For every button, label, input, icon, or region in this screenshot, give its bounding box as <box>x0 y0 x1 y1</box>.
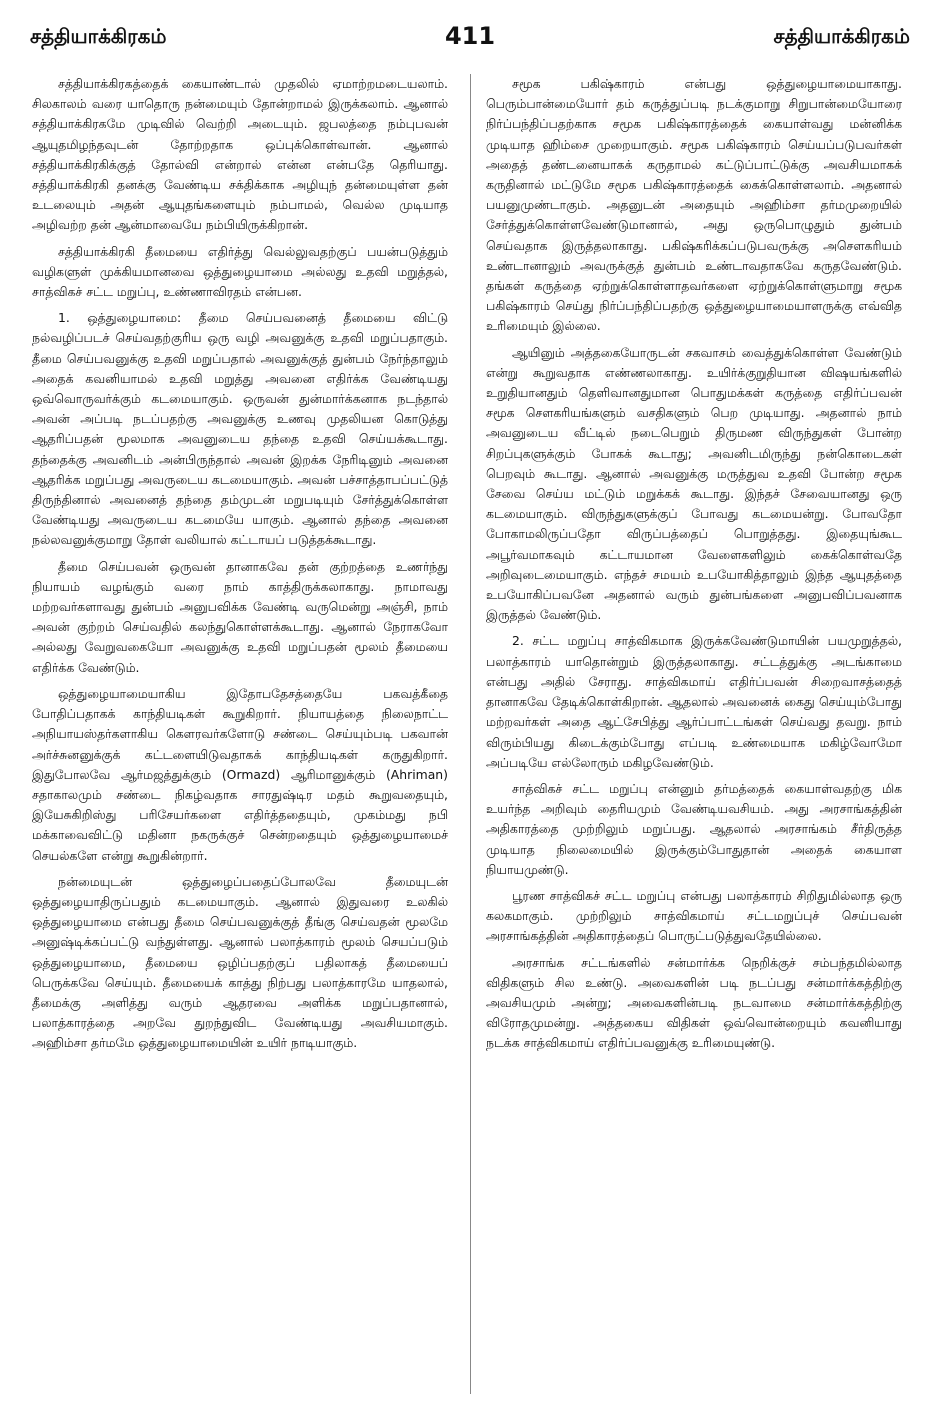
paragraph: சாத்விகச் சட்ட மறுப்பு என்னும் தர்மத்தைக் கையாள்வதற்கு மிக உயர்ந்த அறிவும் தைரியமும் வேண்டியவசியம். அது அரசாங்கத்தின் அதிகாரத்தை முற்றிலும் மறுப்பது. ஆதலால் அரசாங்கம் சீர்திருத்த முடியாத நிலைமையில் இருக்கும்போதுதான் அதைக் கையாள நியாயமுண்டு. <box>486 780 902 877</box>
running-title-left: சத்தியாக்கிரகம் <box>30 24 167 48</box>
paragraph: தீமை செய்பவன் ஒருவன் தானாகவே தன் குற்றத்தை உணர்ந்து நியாயம் வழங்கும் வரை நாம் காத்திருக்கலாகாது. நாமாவது மற்றவர்களாவது துன்பம் அனுபவிக்க வேண்டி வருமென்று அஞ்சி, நாம் அவன் குற்றம் செய்வதில் கலந்துகொள்ளக்கூடாது. ஆனால் நேராகவோ அல்லது வேறுவகையோ அவனுக்கு உதவி மறுப்பதன் மூலம் தீமையை எதிர்க்க வேண்டும். <box>32 558 448 675</box>
paragraph: ஒத்துழையாமையாகிய இதோபதேசத்தையே பகவத்கீதை போதிப்பதாகக் காந்தியடிகள் கூறுகிறார். நியாயத்தை நிலைநாட்ட அநியாயஸ்தர்களாகிய கௌரவர்களோடு சண்டை செய்யும்படி பகவான் அர்ச்சுனனுக்குக் கட்டளையிடுவதாகக் காந்தியடிகள் கருதுகிறார். இதுபோலவே ஆர்மஜத்துக்கும் (Ormazd) ஆரிமானுக்கும் (Ahriman) சதாகாலமும் சண்டை நிகழ்வதாக சாரதுஷ்டிர மதம் கூறுவதையும், இயேசுகிறிஸ்து பரிசேயர்களை எதிர்த்ததையும், முகம்மது நபி மக்காவைவிட்டு மதினா நகருக்குச் சென்றதையும் ஒத்துழையாமைச் செயல்களே என்று கூறுகின்றார். <box>32 685 448 863</box>
right-text-column <box>486 74 902 1404</box>
paragraph: பூரண சாத்விகச் சட்ட மறுப்பு என்பது பலாத்காரம் சிறிதுமில்லாத ஒரு கலகமாகும். முற்றிலும் சாத்விகமாய் சட்டமறுப்புச் செய்பவன் அரசாங்கத்தின் அதிகாரத்தைப் பொருட்படுத்துவதேயில்லை. <box>486 887 902 944</box>
paragraph: நன்மையுடன் ஒத்துழைப்பதைப்போலவே தீமையுடன் ஒத்துழையாதிருப்பதும் கடமையாகும். ஆனால் இதுவரை உலகில் ஒத்துழையாமை என்பது தீமை செய்பவனுக்குத் தீங்கு செய்வதன் மூலமே அனுஷ்டிக்கப்பட்டு வந்துள்ளது. ஆனால் பலாத்காரம் மூலம் செயப்படும் ஒத்துழையாமை, தீமையை ஒழிப்பதற்குப் பதிலாகத் தீமையைப் பெருக்கவே செய்யும். தீமையைக் காத்து நிற்பது பலாத்காரமே யாதலால், தீமைக்கு அளித்து வரும் ஆதரவை அளிக்க மறுப்பதானால், பலாத்காரத்தை அறவே துறந்துவிட வேண்டியது அவசியமாகும். அஹிம்சா தர்மமே ஒத்துழையாமையின் உயிர் நாடியாகும். <box>32 873 448 1051</box>
paragraph: 1. ஒத்துழையாமை: தீமை செய்பவனைத் தீமையை விட்டு நல்வழிப்படச் செய்வதற்குரிய ஒரு வழி அவனுக்கு உதவி மறுப்பதாகும். தீமை செய்பவனுக்கு உதவி மறுப்பதால் அவனுக்குத் துன்பம் நேர்ந்தாலும் அதைக் கவனியாமல் உதவி மறுத்து அவனை எதிர்க்க வேண்டியது ஒவ்வொருவர்க்கும் கடமையாகும். ஒருவன் துன்மார்க்கனாக நடந்தால் அவன் அப்படி நடப்பதற்கு அவனுக்கு உணவு முதலியன கொடுத்து ஆதரிப்பதன் மூலமாக அவனுடைய தந்தை உதவி செய்யக்கூடாது. தந்தைக்கு அவனிடம் அன்பிருந்தால் அவன் இறக்க நேரிடினும் அவனை ஆதரிக்க மறுப்பது அவருடைய கடமையாகும். அவன் பச்சாத்தாபப்பட்டுத் திருந்தினால் அவனைத் தந்தை தம்முடன் மறுபடியும் சேர்த்துக்கொள்ள வேண்டியது அவருடைய கடமையே யாகும். ஆனால் தந்தை அவனை நல்லவனுக்குமாறு தோள் வலியால் கட்டாயப் படுத்தக்கூடாது. <box>32 310 448 548</box>
running-title-right: சத்தியாக்கிரகம் <box>773 24 910 48</box>
left-text-column <box>32 74 448 1404</box>
paragraph: 2. சட்ட மறுப்பு சாத்விகமாக இருக்கவேண்டுமாயின் பயமுறுத்தல், பலாத்காரம் யாதொன்றும் இருத்தலாகாது. சட்டத்துக்கு அடங்காமை என்பது அதில் சேராது. சாத்விகமாய் எதிர்ப்பவன் சிறைவாசத்தைத் தானாகவே தேடிக்கொள்கிறான். ஆதலால் அவனைக் கைது செய்யும்போது மற்றவர்கள் அதை ஆட்சேபித்து ஆர்ப்பாட்டங்கள் செய்வது தவறு. நாம் விரும்பியது கிடைக்கும்போது எப்படி உண்மையாக மகிழ்வோமோ அப்படியே எல்லோரும் மகிழவேண்டும். <box>486 633 902 770</box>
paragraph: அரசாங்க சட்டங்களில் சன்மார்க்க நெறிக்குச் சம்பந்தமில்லாத விதிகளும் சில உண்டு. அவைகளின் படி நடப்பது சன்மார்க்கத்திற்கு அவசியமும் அன்று; அவைகளின்படி நடவாமை சன்மார்க்கத்திற்கு விரோதமுமன்று. அத்தகைய விதிகள் ஒவ்வொன்றையும் கவனியாது நடக்க சாத்விகமாய் எதிர்ப்பவனுக்கு உரிமையுண்டு. <box>486 954 902 1051</box>
paragraph: சத்தியாக்கிரகத்தைக் கையாண்டால் முதலில் ஏமாற்றமடையலாம். சிலகாலம் வரை யாதொரு நன்மையும் தோன்றாமல் இருக்கலாம். ஆனால் சத்தியாக்கிரகமே முடிவில் வெற்றி அடையும். ஜபலத்தை நம்புபவன் ஆயுதமிழந்தவுடன் தோற்றதாக ஒப்புக்கொள்வான். ஆனால் சத்தியாக்கிரகிக்குத் தோல்வி என்றால் என்ன என்பதே தெரியாது. சத்தியாக்கிரகி தனக்கு வேண்டிய சக்திக்காக அழியுந் தன்மையுள்ள தன் உடலையும் அதன் ஆயுதங்களையும் நம்பாமல், வெல்ல முடியாத அழிவற்ற தன் ஆன்மாவையே நம்பியிருக்கிறான். <box>32 76 448 233</box>
page-number: 411 <box>444 22 496 50</box>
paragraph: ஆயினும் அத்தகையோருடன் சகவாசம் வைத்துக்கொள்ள வேண்டும் என்று கூறுவதாக எண்ணலாகாது. உயிர்க்குறுதியான விஷயங்களில் உறுதியானதும் தெளிவானதுமான பொதுமக்கள் கருத்தை எதிர்ப்பவன் சமூக சௌகரியங்களும் வசதிகளும் பெற முடியாது. அதனால் நாம் அவனுடைய வீட்டில் நடைபெறும் திருமண விருந்துகள் போன்ற சிறப்புகளுக்கும் போகக் கூடாது; அவனிடமிருந்து நன்கொடைகள் பெறவும் கூடாது. ஆனால் அவனுக்கு மருத்துவ உதவி போன்ற சமூக சேவை செய்ய மட்டும் மறுக்கக் கூடாது. இந்தச் சேவையானது ஒரு கடமையாகும். விருந்துகளுக்குப் போவது கடமையன்று. போவதோ போகாமலிருப்பதோ விருப்பத்தைப் பொறுத்தது. இதையுங்கூட அபூர்வமாகவும் கட்டாயமான வேளைகளிலும் கைக்கொள்வதே அறிவுடைமையாகும். எந்தச் சமயம் உபயோகித்தாலும் இந்த ஆயுதத்தை உபயோகிப்பவனே அதனால் வரும் துன்பங்களை அனுபவிப்பவனாக இருத்தல் வேண்டும். <box>486 344 902 623</box>
page-header <box>30 22 910 62</box>
column-divider <box>470 74 471 1394</box>
paragraph: சமூக பகிஷ்காரம் என்பது ஒத்துழையாமையாகாது. பெரும்பான்மையோர் தம் கருத்துப்படி நடக்குமாறு சிறுபான்மையோரை நிர்ப்பந்திப்பதற்காக சமூக பகிஷ்காரத்தைக் கையாள்வது மன்னிக்க முடியாத ஹிம்சை முறையாகும். சமூக பகிஷ்காரம் செய்யப்படுபவர்கள் அதைத் தண்டனையாகக் கருதாமல் கட்டுப்பாட்டுக்கு அவசியமாகக் கருதினால் மட்டுமே சமூக பகிஷ்காரத்தைக் கைக்கொள்ளலாம். அதனால் பயனுமுண்டாகும். அதனுடன் அதையும் அஹிம்சா தர்மமுறையில் சேர்த்துக்கொள்ளவேண்டுமானால், அது ஒருபொழுதும் துன்பம் செய்வதாக இருத்தலாகாது. பகிஷ்கரிக்கப்படுபவருக்கு அசௌகரியம் உண்டானாலும் அவருக்குத் துன்பம் உண்டாவதாகவே கருதவேண்டும். தங்கள் கருத்தை ஏற்றுக்கொள்ளாதவர்களை ஏற்றுக்கொள்ளுமாறு சமூக பகிஷ்காரம் செய்து நிர்ப்பந்திப்பதற்கு ஒத்துழையாமையாளருக்கு எவ்வித உரிமையும் இல்லை. <box>486 76 902 334</box>
paragraph: சத்தியாக்கிரகி தீமையை எதிர்த்து வெல்லுவதற்குப் பயன்படுத்தும் வழிகளுள் முக்கியமானவை ஒத்துழையாமை அல்லது உதவி மறுத்தல், சாத்விகச் சட்ட மறுப்பு, உண்ணாவிரதம் என்பன. <box>32 243 448 300</box>
